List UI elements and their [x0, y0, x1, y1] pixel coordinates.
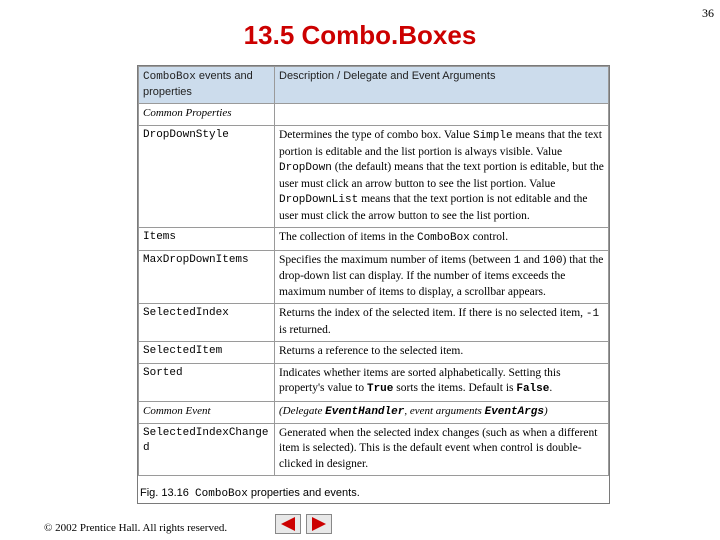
page-number: 36: [702, 6, 714, 20]
property-description: The collection of items in the ComboBox control.: [275, 228, 609, 251]
slide-title: 13.5 Combo.Boxes: [243, 20, 477, 50]
right-arrow-icon: [307, 515, 331, 533]
property-description: Specifies the maximum number of items (between 1 and 100) that the drop-down list can display. If the number of items exceeds the maximum number of items to display, a scrollbar appears.: [275, 250, 609, 304]
property-name: DropDownStyle: [139, 126, 275, 228]
header-col2: Description / Delegate and Event Arguments: [275, 67, 609, 104]
property-description: Indicates whether items are sorted alphabetically. Setting this property's value to True sorts the items. Default is False.: [275, 363, 609, 401]
figure-caption: [140, 487, 360, 500]
header-col1-rest: events and properties: [143, 70, 253, 98]
table-row: [139, 228, 609, 251]
caption-rest: properties and events.: [247, 487, 360, 499]
section-label-properties: Common Properties: [139, 104, 275, 126]
section-row-event: [139, 401, 609, 423]
property-description: Returns the index of the selected item. If there is no selected item, -1 is returned.: [275, 304, 609, 342]
next-slide-button[interactable]: [306, 514, 332, 534]
section-row-properties: [139, 104, 609, 126]
header-col1-mono: ComboBox: [143, 71, 196, 83]
property-description: Determines the type of combo box. Value Simple means that the text portion is editable and the list portion is always visible. Value DropDown (the default) means that the text portion is editable, but the user must click an arrow button to see the list portion. Value DropDownList means that the text portion is not editable and the user must click the arrow button to see the list portion.: [275, 126, 609, 228]
property-name: Items: [139, 228, 275, 251]
header-col1: [139, 67, 275, 104]
previous-slide-button[interactable]: [275, 514, 301, 534]
table-row: [139, 304, 609, 342]
properties-table: [137, 65, 610, 504]
property-description: Returns a reference to the selected item.: [275, 342, 609, 364]
figure-number: Fig. 13.16: [140, 487, 189, 499]
property-name: MaxDropDownItems: [139, 250, 275, 304]
event-delegate-description: (Delegate EventHandler, event arguments EventArgs): [275, 401, 609, 423]
caption-mono: ComboBox: [195, 488, 248, 500]
table-header-row: [139, 67, 609, 104]
event-description: Generated when the selected index changes (such as when a different item is selected). This is the default event when control is double-clicked in designer.: [275, 423, 609, 476]
table-row: [139, 250, 609, 304]
property-name: SelectedIndex: [139, 304, 275, 342]
table-row: [139, 342, 609, 364]
property-name: SelectedItem: [139, 342, 275, 364]
copyright-notice: © 2002 Prentice Hall. All rights reserved.: [44, 522, 228, 534]
left-arrow-icon: [276, 515, 300, 533]
event-name: SelectedIndexChanged: [139, 423, 275, 476]
table-row: [139, 363, 609, 401]
table-row: [139, 126, 609, 228]
section-label-event: Common Event: [139, 401, 275, 423]
property-name: Sorted: [139, 363, 275, 401]
table-row: [139, 423, 609, 476]
